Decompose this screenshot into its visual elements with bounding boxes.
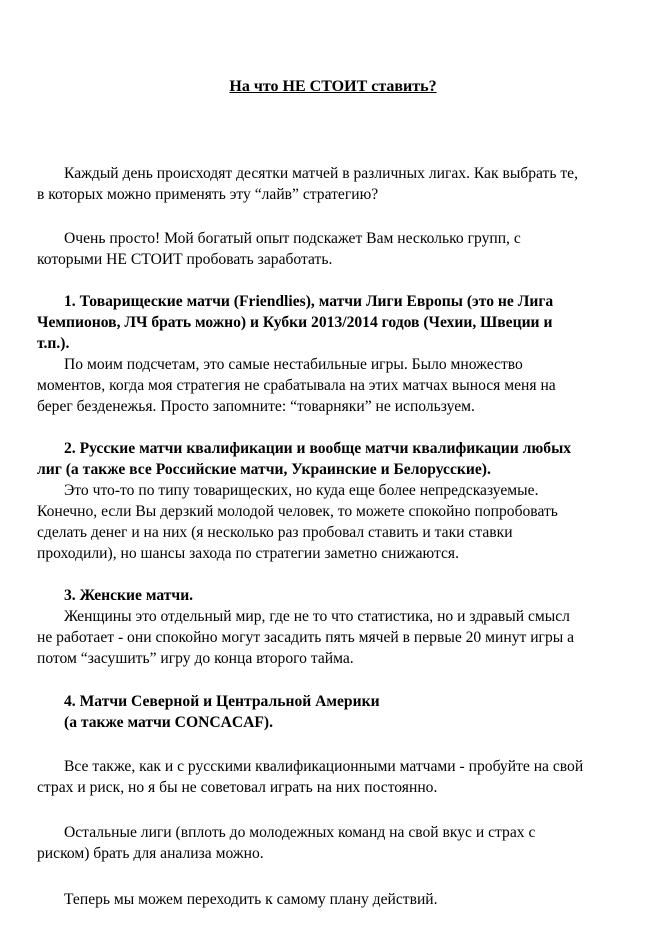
item-2-text-line-2: Конечно, если Вы дерзкий молодой человек, то можете спокойно попробовать [37,503,558,520]
item-4-heading-line-2: (а также матчи CONCACAF). [64,714,274,731]
item-4-section [37,691,637,733]
item-3-section [37,585,637,669]
others-line-1: Остальные лиги (вплоть до молодежных команд на свой вкус и страх с [64,824,536,841]
item-2-text-line-1: Это что-то по типу товарищеских, но куда еще более непредсказуемые. [64,482,539,499]
item-2-text-line-4: проходили), но шансы захода по стратегии заметно снижаются. [37,545,459,562]
item-4-heading-line-1: 4. Матчи Северной и Центральной Америки [64,693,380,710]
intro-line-2: в которых можно применять эту “лайв” стратегию? [37,186,379,203]
risk-line-2: страх и риск, но я бы не советовал играть на них постоянно. [37,779,438,796]
item-3-text-line-3: потом “засушить” игру до конца второго тайма. [37,650,354,667]
simple-line-1: Очень просто! Мой богатый опыт подскажет Вам несколько групп, с [64,230,521,247]
intro-line-1: Каждый день происходят десятки матчей в различных лигах. Как выбрать те, [64,165,578,182]
item-2-section [37,438,637,564]
item-2-heading-line-1: 2. Русские матчи квалификации и вообще матчи квалификации любых [64,440,572,457]
others-line-2: риском) брать для анализа можно. [37,845,264,862]
others-paragraph [37,822,637,864]
item-1-heading-line-2: Чемпионов, ЛЧ брать можно) и Кубки 2013/2014 годов (Чехии, Швеции и [37,314,553,331]
risk-paragraph [37,756,637,798]
outro-paragraph [37,889,637,910]
item-3-heading-line-1: 3. Женские матчи. [64,587,194,604]
item-2-text-line-3: сделать денег и на них (я несколько раз пробовал ставить и таки ставки [37,524,513,541]
outro-line-1: Теперь мы можем переходить к самому плану действий. [64,891,438,908]
item-1-heading-line-3: т.п.). [37,335,70,352]
intro-paragraph [37,163,637,205]
simple-line-2: которыми НЕ СТОИТ пробовать заработать. [37,251,333,268]
item-1-text-line-2: моментов, когда моя стратегия не срабатывала на этих матчах вынося меня на [37,377,556,394]
item-1-text-line-1: По моим подсчетам, это самые нестабильные игры. Было множество [64,356,523,373]
item-1-heading-line-1: 1. Товарищеские матчи (Friendlies), матчи Лиги Европы (это не Лига [64,293,554,310]
page-title: На что НЕ СТОИТ ставить? [229,78,437,95]
item-2-heading-line-2: лиг (а также все Российские матчи, Украинские и Белорусские). [37,461,491,478]
item-1-text-line-3: берег безденежья. Просто запомните: “товарняки” не используем. [37,398,475,415]
item-1-section [37,291,637,417]
item-3-text-line-2: не работает - они спокойно могут засадить пять мячей в первые 20 минут игры а [37,629,575,646]
risk-line-1: Все также, как и с русскими квалификационными матчами - пробуйте на свой [64,758,584,775]
simple-paragraph [37,228,637,270]
item-3-text-line-1: Женщины это отдельный мир, где не то что статистика, но и здравый смысл [64,608,570,625]
